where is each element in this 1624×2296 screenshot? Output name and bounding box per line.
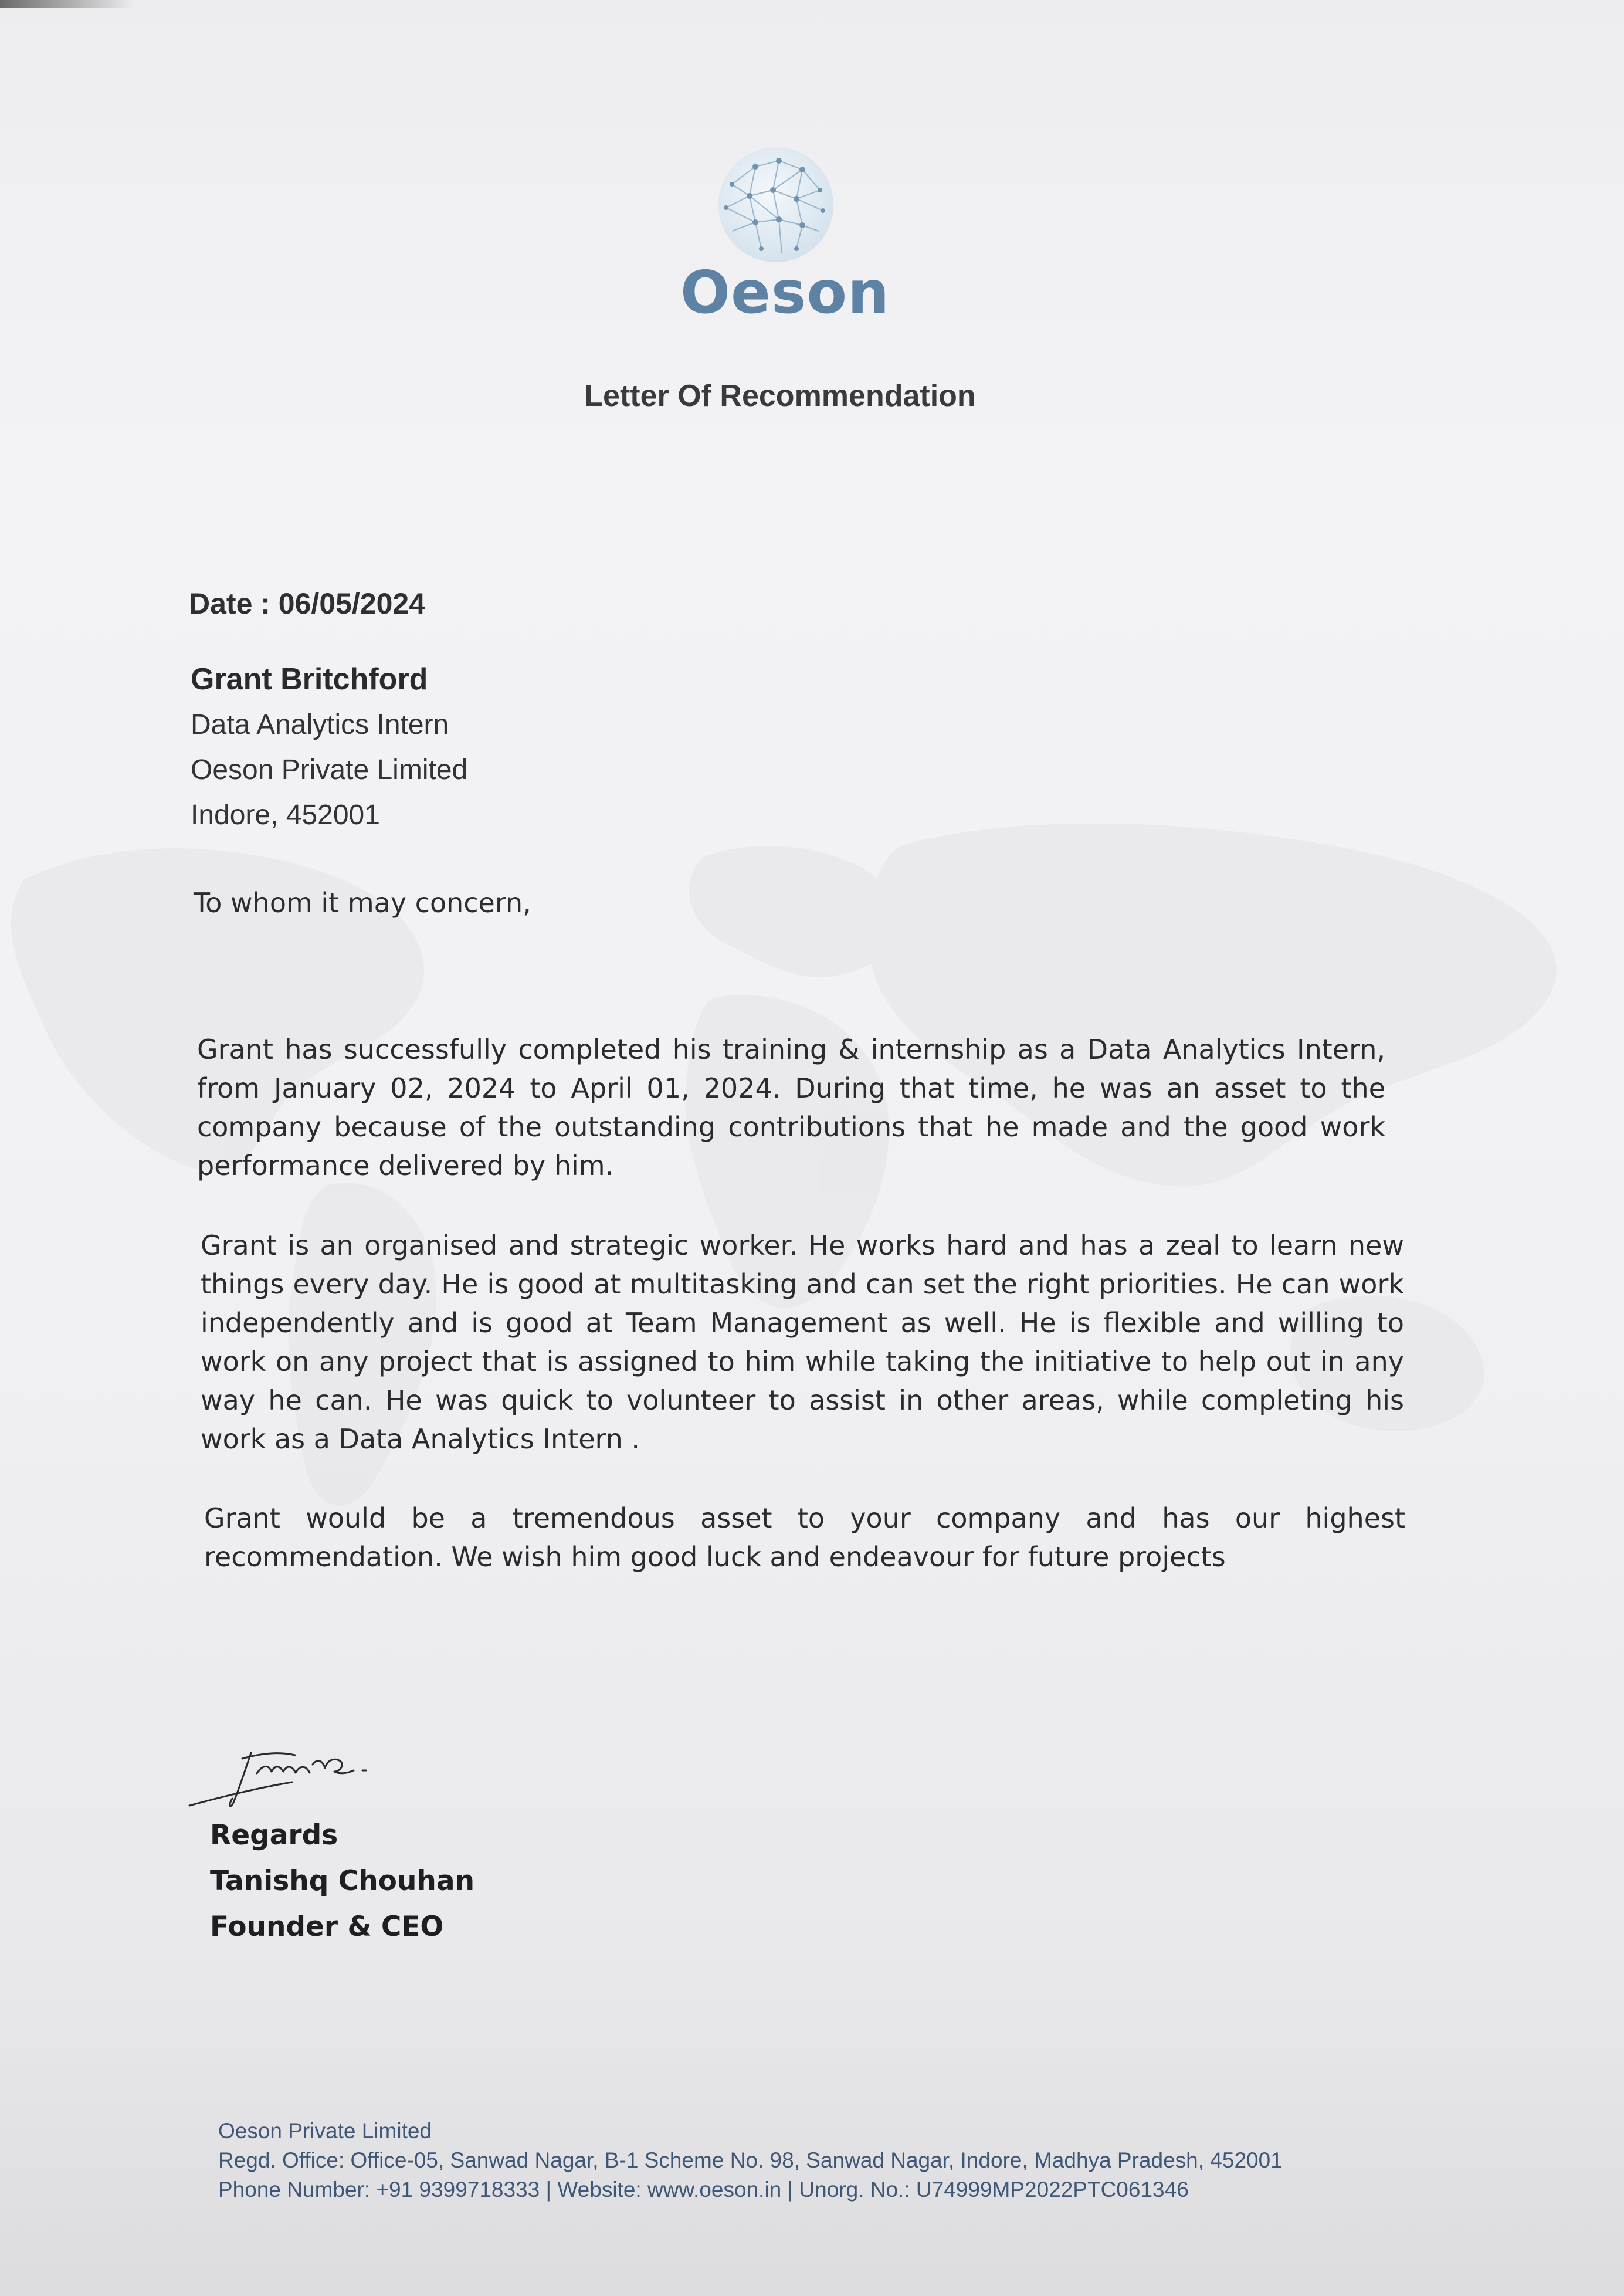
addressee-company: Oeson Private Limited xyxy=(191,754,468,785)
paper-corner-shadow xyxy=(0,0,135,8)
addressee-block xyxy=(191,657,467,838)
addressee-location: Indore, 452001 xyxy=(191,800,380,831)
body-paragraph-3: Grant would be a tremendous asset to your company and has our highest recommendation. We wish him good luck and endeavour for future projects xyxy=(204,1502,1405,1573)
oeson-logo-text: Oeson xyxy=(680,258,890,327)
addressee-role: Data Analytics Intern xyxy=(191,709,449,740)
document-title: Letter Of Recommendation xyxy=(584,379,976,413)
signoff-block xyxy=(210,1813,474,1950)
letter-date: Date : 06/05/2024 xyxy=(189,587,426,620)
salutation: To whom it may concern, xyxy=(194,887,531,919)
addressee-name: Grant Britchford xyxy=(191,662,428,696)
letterhead-footer xyxy=(218,2116,1283,2202)
handwritten-signature xyxy=(187,1741,398,1817)
body-paragraph-1: Grant has successfully completed his training & internship as a Data Analytics Intern, from January 02, 2024 to April 01, 2024. During that time, he was an asset to the company because of the outstanding contributions that he made and the good work performance delivered by him. xyxy=(197,1034,1385,1181)
signer-title: Founder & CEO xyxy=(210,1911,444,1943)
footer-office-address: Regd. Office: Office-05, Sanwad Nagar, B-1 Scheme No. 98, Sanwad Nagar, Indore, Madhya Pradesh, 452001 xyxy=(218,2148,1283,2172)
oeson-globe-logo xyxy=(714,143,838,266)
footer-contact-line: Phone Number: +91 9399718333 | Website: www.oeson.in | Unorg. No.: U74999MP2022PTC061346 xyxy=(218,2178,1189,2202)
closing-text: Regards xyxy=(210,1819,338,1851)
footer-company: Oeson Private Limited xyxy=(218,2119,432,2143)
signer-name: Tanishq Chouhan xyxy=(210,1865,475,1897)
body-paragraph-2: Grant is an organised and strategic worker. He works hard and has a zeal to learn new things every day. He is good at multitasking and can set the right priorities. He can work independently and is good at Team Management as well. He is flexible and willing to work on any project that is assigned to him while taking the initiative to help out in any way he can. He was quick to volunteer to assist in other areas, while completing his work as a Data Analytics Intern . xyxy=(201,1230,1404,1455)
